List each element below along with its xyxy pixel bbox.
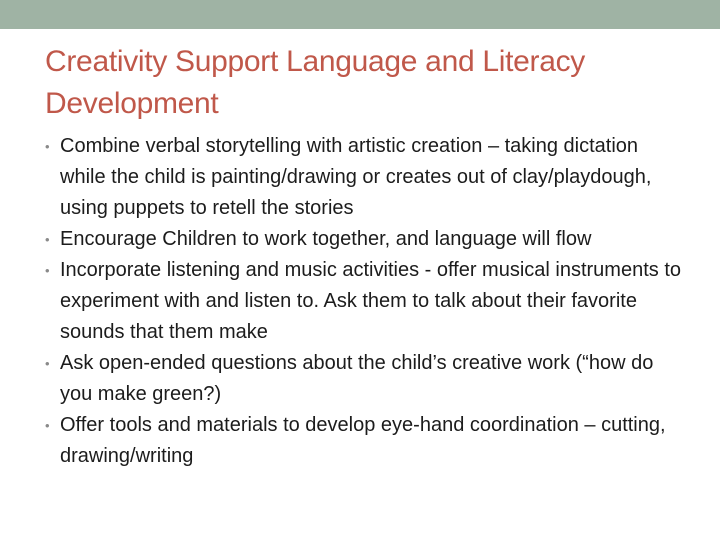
bullet-item <box>45 255 685 348</box>
bullet-icon: • <box>45 356 50 371</box>
top-accent-bar <box>0 0 720 29</box>
bullet-item <box>45 410 685 472</box>
bullet-text: Offer tools and materials to develop eye-hand coordination – cutting, drawing/writing <box>60 414 666 467</box>
bullet-icon: • <box>45 263 50 278</box>
bullet-icon: • <box>45 232 50 247</box>
bullet-icon: • <box>45 139 50 154</box>
bullet-item <box>45 348 685 410</box>
bullet-text: Incorporate listening and music activities - offer musical instruments to experiment with and listen to. Ask them to talk about their favorite sounds that them make <box>60 259 682 343</box>
bullet-item <box>45 224 685 255</box>
bullet-text: Ask open-ended questions about the child’s creative work (“how do you make green?) <box>60 352 654 405</box>
bullet-text: Combine verbal storytelling with artistic creation – taking dictation while the child is painting/drawing or creates out of clay/playdough, using puppets to retell the stories <box>60 135 652 219</box>
bullet-item <box>45 131 685 224</box>
slide-title: Creativity Support Language and Literacy Development <box>45 45 586 120</box>
bullet-text: Encourage Children to work together, and language will flow <box>60 228 592 250</box>
bullet-icon: • <box>45 418 50 433</box>
bullet-list <box>45 131 685 472</box>
